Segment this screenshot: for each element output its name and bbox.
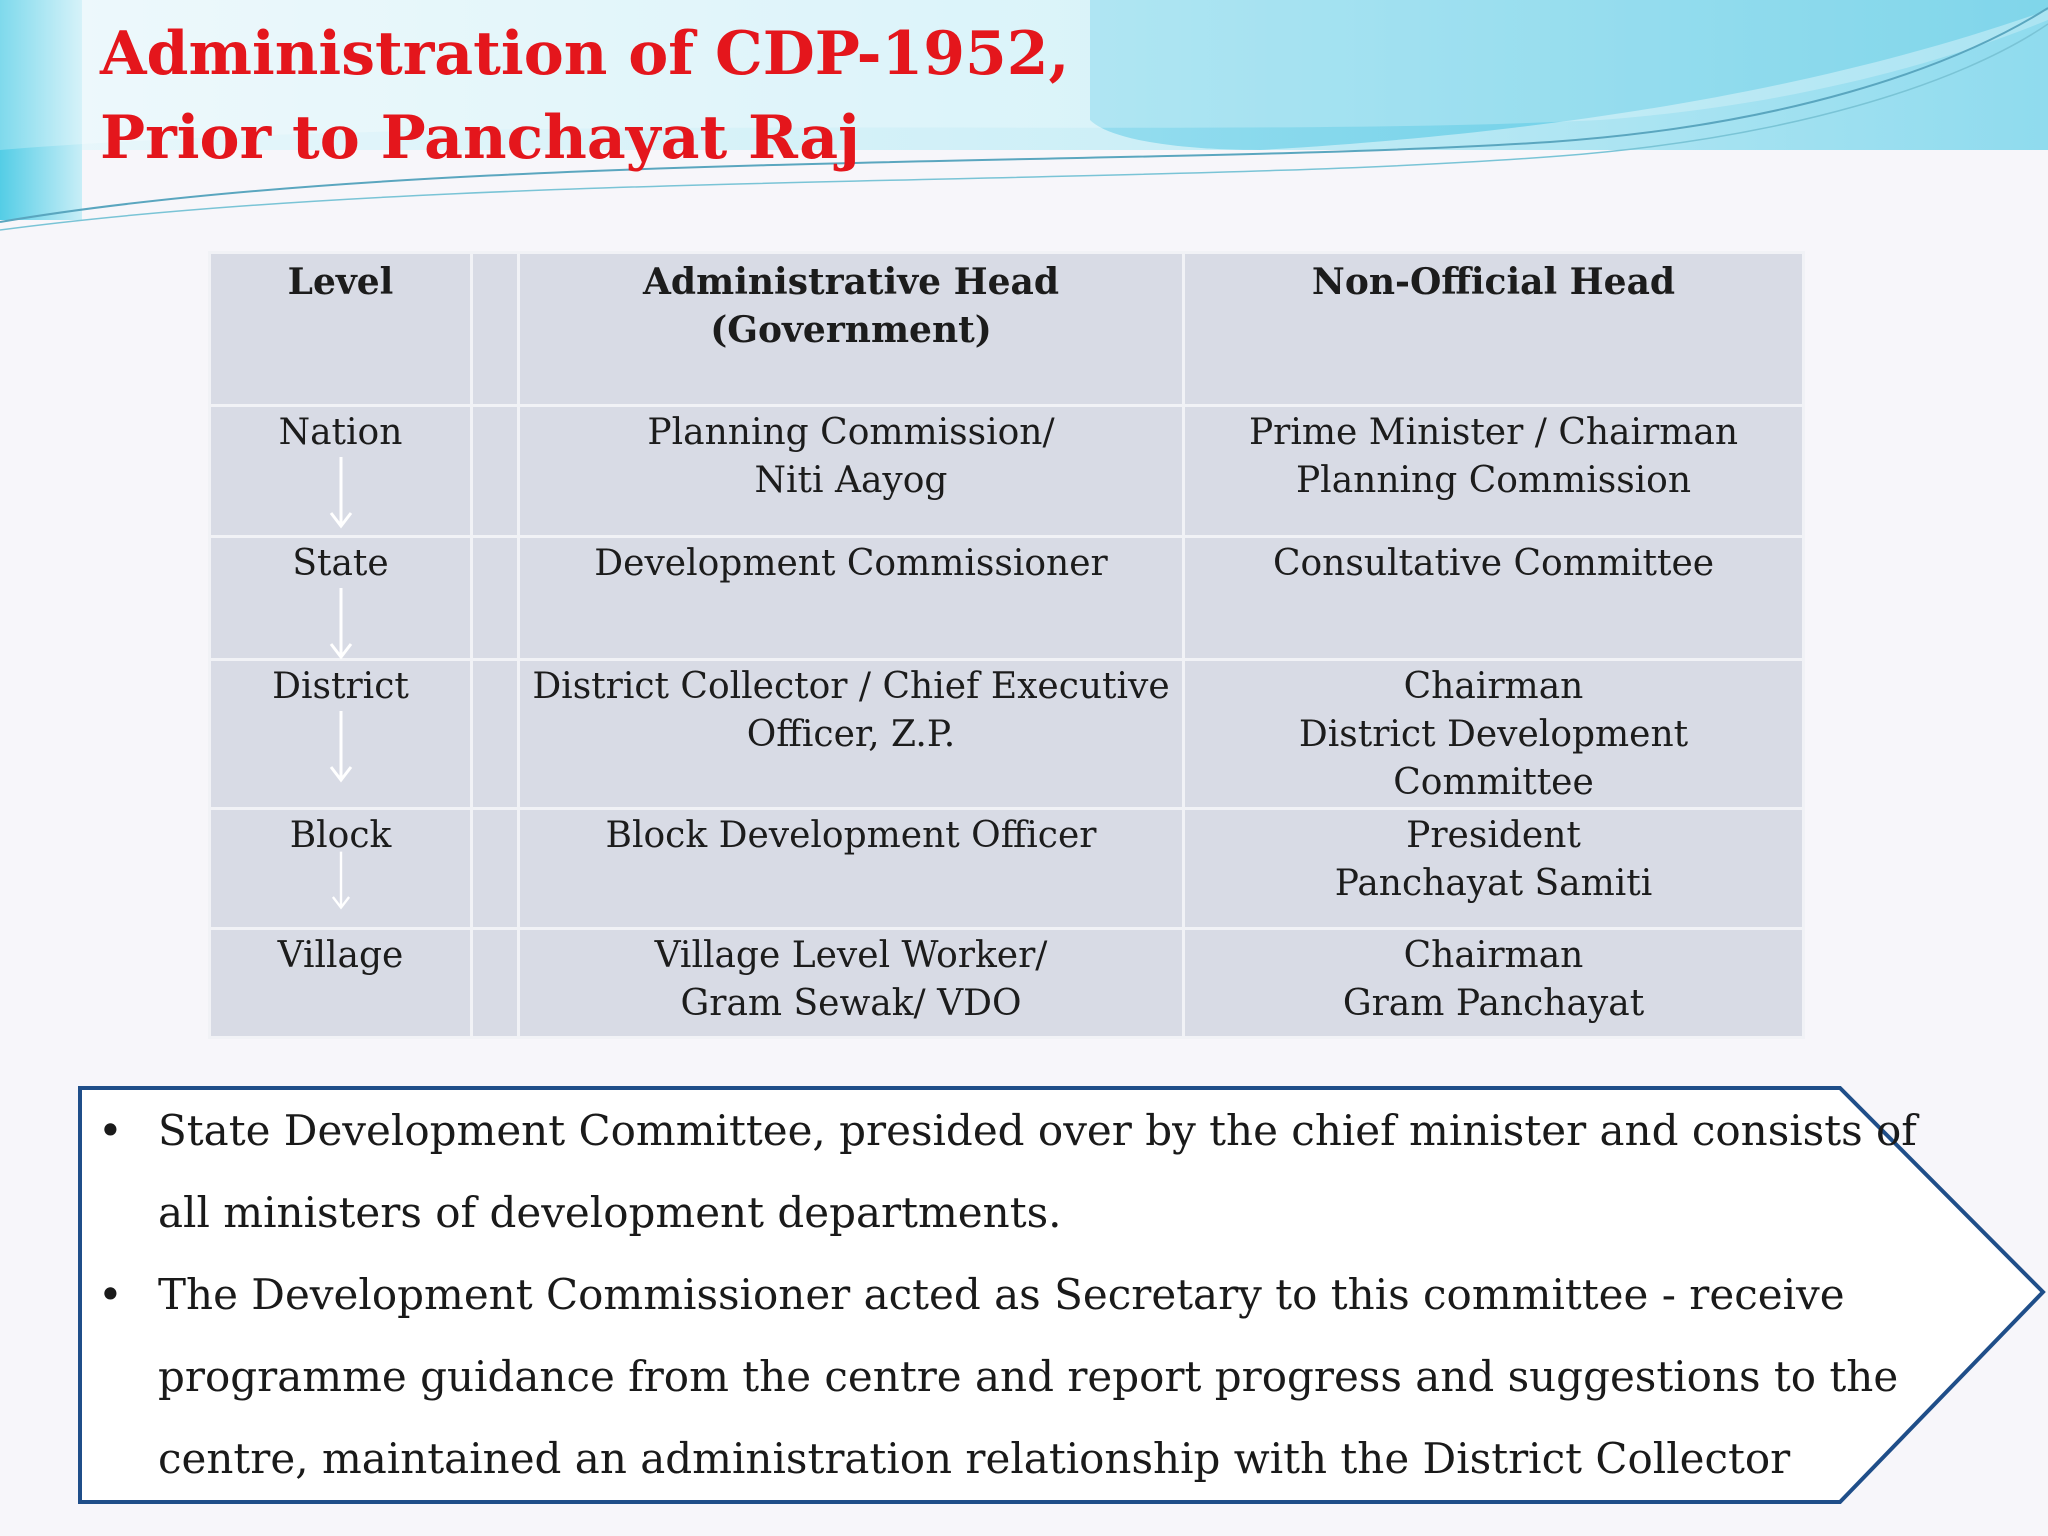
level-cell-village <box>210 929 472 1038</box>
arrow-down-icon <box>328 455 354 529</box>
level-cell-state <box>210 537 472 660</box>
separator-cell <box>472 809 519 929</box>
admin-head-cell <box>519 929 1184 1038</box>
non-official-line: Consultative Committee <box>1272 543 1715 584</box>
level-cell-district <box>210 660 472 809</box>
admin-head-line: District Collector / Chief Executive <box>532 666 1170 707</box>
admin-head-cell <box>519 406 1184 537</box>
arrow-down-icon <box>328 850 354 910</box>
table-row <box>210 929 1804 1038</box>
admin-head-cell <box>519 809 1184 929</box>
admin-head-line: Development Commissioner <box>594 543 1108 584</box>
list-item <box>98 1090 1958 1254</box>
arrow-down-icon <box>328 709 354 783</box>
non-official-line: Committee <box>1393 762 1594 803</box>
non-official-line: Chairman <box>1403 935 1584 976</box>
non-official-line: Prime Minister / Chairman <box>1248 412 1739 453</box>
level-label: District <box>272 666 409 707</box>
admin-head-line: Village Level Worker/ <box>654 935 1048 976</box>
administration-table <box>208 251 1805 1039</box>
list-item <box>98 1254 1958 1500</box>
header-administrative-head <box>519 253 1184 406</box>
non-official-head-cell <box>1184 660 1804 809</box>
admin-head-line: Officer, Z.P. <box>746 714 956 755</box>
separator-cell <box>472 406 519 537</box>
admin-head-line: Niti Aayog <box>754 460 948 501</box>
arrow-down-icon <box>328 586 354 660</box>
table-row <box>210 660 1804 809</box>
level-label: Block <box>289 815 392 856</box>
header-level: Level <box>210 253 472 406</box>
separator-cell <box>472 929 519 1038</box>
bullet-icon: • <box>98 1270 123 1319</box>
admin-head-line: Block Development Officer <box>605 815 1097 856</box>
non-official-line: Planning Commission <box>1295 460 1692 501</box>
level-label: State <box>292 543 389 584</box>
non-official-head-cell <box>1184 929 1804 1038</box>
non-official-head-cell <box>1184 406 1804 537</box>
level-label: Nation <box>278 412 403 453</box>
level-cell-nation <box>210 406 472 537</box>
non-official-line: Panchayat Samiti <box>1334 863 1653 904</box>
notes-list <box>98 1090 1958 1500</box>
header-separator-cell <box>472 253 519 406</box>
non-official-line: Gram Panchayat <box>1342 983 1645 1024</box>
separator-cell <box>472 660 519 809</box>
notes-callout <box>78 1086 2048 1506</box>
table-header-row <box>210 253 1804 406</box>
separator-cell <box>472 537 519 660</box>
admin-head-line: Gram Sewak/ VDO <box>680 983 1022 1024</box>
bullet-icon: • <box>98 1106 123 1155</box>
header-non-official-head: Non-Official Head <box>1184 253 1804 406</box>
slide-title <box>100 12 1069 180</box>
non-official-head-cell <box>1184 809 1804 929</box>
admin-head-cell <box>519 660 1184 809</box>
non-official-line: Chairman <box>1403 666 1584 707</box>
header-admin-line-1: Administrative Head <box>643 261 1059 303</box>
table-row <box>210 406 1804 537</box>
table-row <box>210 809 1804 929</box>
note-text: State Development Committee, presided over by the chief minister and consists of all ministers of development departments. <box>158 1106 1917 1237</box>
admin-head-line: Planning Commission/ <box>647 412 1055 453</box>
title-line-2: Prior to Panchayat Raj <box>100 103 860 173</box>
non-official-line: District Development <box>1298 714 1689 755</box>
level-cell-block <box>210 809 472 929</box>
non-official-head-cell <box>1184 537 1804 660</box>
table-row <box>210 537 1804 660</box>
level-label: Village <box>277 935 404 976</box>
admin-head-cell <box>519 537 1184 660</box>
title-line-1: Administration of CDP-1952, <box>100 19 1070 89</box>
header-admin-line-2: (Government) <box>710 309 992 351</box>
note-text: The Development Commissioner acted as Secretary to this committee - receive programme guidance from the centre and report progress and suggestions to the centre, maintained an administration relationship with the District Collector <box>158 1270 1899 1483</box>
non-official-line: President <box>1406 815 1581 856</box>
